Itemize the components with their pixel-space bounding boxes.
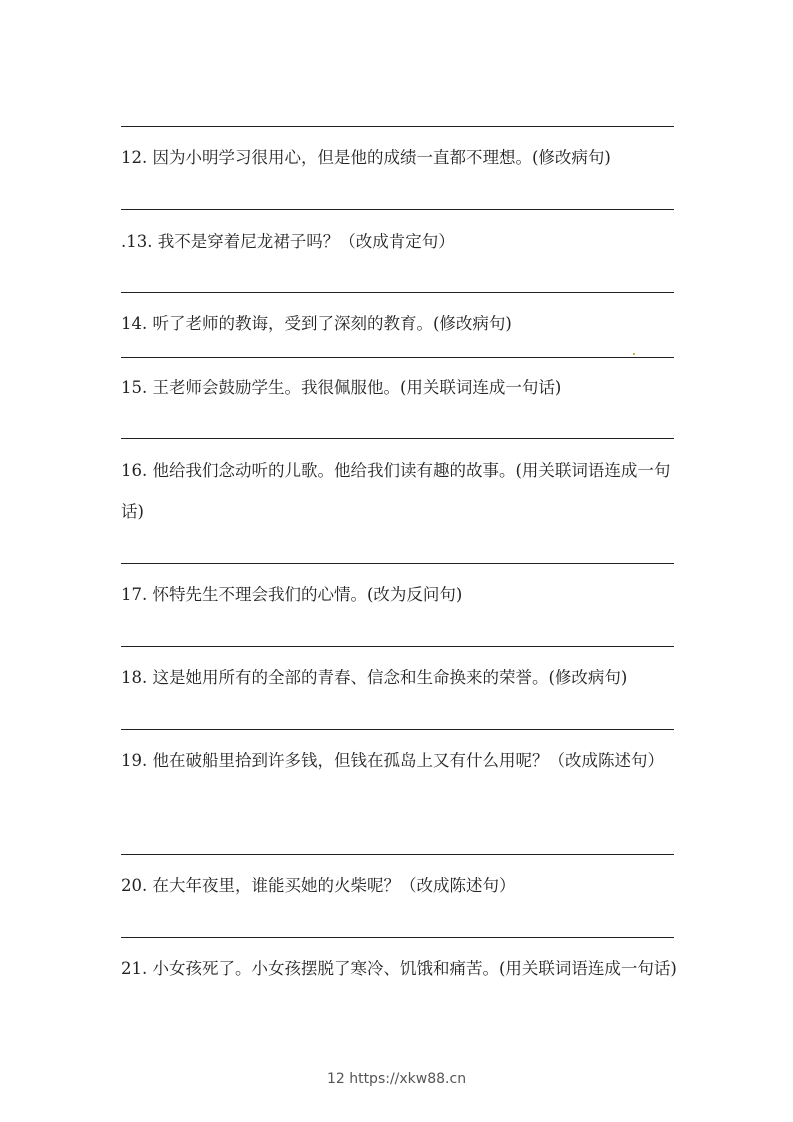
question-13: .13. 我不是穿着尼龙裙子吗？（改成肯定句） [121,232,455,251]
answer-line-19 [121,854,674,855]
answer-line-14 [121,357,674,358]
question-14: 14. 听了老师的教诲，受到了深刻的教育。(修改病句) [121,314,512,333]
page-footer: 12 https://xkw88.cn [326,1071,467,1087]
answer-line-15 [121,438,674,439]
question-20: 20. 在大年夜里，谁能买她的火柴呢？（改成陈述句） [121,876,516,895]
answer-line-20 [121,937,674,938]
question-21: 21. 小女孩死了。小女孩摆脱了寒冷、饥饿和痛苦。(用关联词语连成一句话) [121,959,677,978]
answer-line-12 [121,209,674,210]
answer-line-17 [121,646,674,647]
question-19: 19. 他在破船里拾到许多钱，但钱在孤岛上又有什么用呢？（改成陈述句） [121,751,664,770]
stray-mark [633,353,635,355]
question-15: 15. 王老师会鼓励学生。我很佩服他。(用关联词连成一句话) [121,378,562,397]
answer-line-18 [121,729,674,730]
answer-line-11 [121,126,674,127]
question-12: 12. 因为小明学习很用心，但是他的成绩一直都不理想。(修改病句) [121,148,611,167]
question-16: 16. 他给我们念动听的儿歌。他给我们读有趣的故事。(用关联词语连成一句话) [121,461,671,521]
question-17: 17. 怀特先生不理会我们的心情。(改为反问句) [121,585,463,604]
question-18: 18. 这是她用所有的全部的青春、信念和生命换来的荣誉。(修改病句) [121,668,628,687]
answer-line-16 [121,563,674,564]
answer-line-13 [121,292,674,293]
